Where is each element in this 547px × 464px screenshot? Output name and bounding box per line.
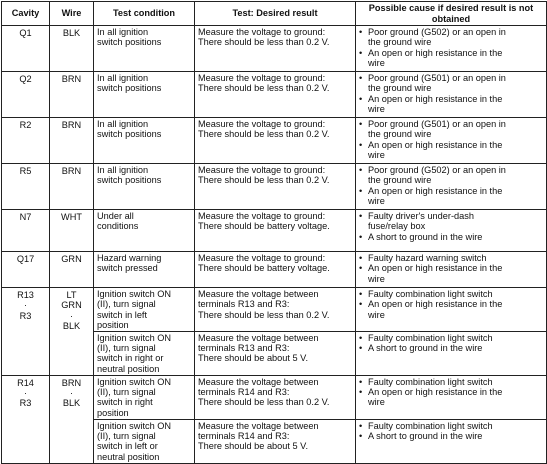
desired-result-cell [195, 164, 356, 210]
test-condition-cell-line: switch positions [97, 175, 162, 186]
cause-text: • Poor ground (G502) or an open in [368, 165, 506, 175]
cavity-cell-line: R5 [19, 166, 32, 176]
wire-cell-line: GRN [61, 300, 82, 311]
test-condition-cell-line: Ignition switch ON [97, 376, 172, 387]
wire-cell [50, 288, 94, 376]
cause-text: the ground wire [368, 37, 432, 48]
desired-result-cell [195, 72, 356, 118]
desired-result-cell-line: Measure the voltage to ground: [198, 211, 326, 221]
cavity-cell-line: R14 [17, 377, 34, 388]
cause-text: • Faulty combination light switch [368, 420, 493, 431]
cause-list [359, 289, 543, 320]
possible-cause-cell [356, 72, 547, 118]
cause-text: wire [368, 104, 385, 115]
test-condition-cell [94, 288, 195, 332]
cause-list [359, 421, 543, 442]
header-possible-cause [356, 2, 547, 26]
cavity-cell [2, 375, 50, 463]
test-condition-cell [94, 26, 195, 72]
test-condition-cell-line: switch in right [97, 397, 153, 408]
cause-list [359, 73, 543, 115]
cavity-cell-line: · [23, 388, 28, 399]
wire-cell [50, 252, 94, 288]
test-condition-cell-line: position [97, 407, 129, 418]
cause-item [359, 343, 543, 353]
possible-cause-cell [356, 210, 547, 252]
wire-cell-line: BLK [62, 398, 81, 409]
table-body [2, 26, 547, 464]
cause-text: • An open or high resistance in the [368, 93, 503, 104]
cavity-cell-line: R13 [17, 290, 34, 300]
cavity-cell-line: Q1 [19, 28, 32, 38]
test-condition-cell [94, 210, 195, 252]
cause-item [359, 421, 543, 431]
cause-text: • Poor ground (G501) or an open in [368, 119, 506, 129]
possible-cause-cell [356, 164, 547, 210]
cause-text: wire [368, 196, 385, 207]
cause-text: wire [368, 58, 385, 69]
desired-result-cell [195, 375, 356, 419]
wire-cell-line: · [69, 388, 74, 399]
cause-text: • An open or high resistance in the [368, 47, 503, 58]
desired-result-cell [195, 419, 356, 463]
wire-cell-line: GRN [61, 254, 82, 264]
desired-result-cell-line: Measure the voltage between [198, 332, 319, 343]
cause-item [359, 140, 543, 161]
test-condition-cell [94, 419, 195, 463]
desired-result-cell-line: terminals R14 and R3: [198, 387, 290, 398]
test-condition-cell-line: switch in left or [97, 441, 158, 452]
header-test-condition: Test condition [94, 2, 195, 26]
cause-item [359, 333, 543, 343]
cause-list [359, 211, 543, 242]
possible-cause-cell [356, 288, 547, 332]
cavity-cell-line: Q17 [16, 254, 35, 264]
wire-cell-line: BRN [61, 74, 82, 84]
cause-text: • Poor ground (G501) or an open in [368, 73, 506, 83]
desired-result-cell-line: Measure the voltage between [198, 420, 319, 431]
cause-item [359, 253, 543, 263]
test-condition-cell-line: switch pressed [97, 263, 158, 274]
cause-item [359, 27, 543, 48]
cause-text: wire [368, 273, 385, 284]
possible-cause-cell [356, 419, 547, 463]
cause-text: • A short to ground in the wire [368, 231, 483, 242]
possible-cause-cell [356, 118, 547, 164]
desired-result-cell-line: There should be less than 0.2 V. [198, 37, 330, 48]
possible-cause-cell [356, 331, 547, 375]
desired-result-cell-line: There should be less than 0.2 V. [198, 397, 330, 408]
cause-list [359, 119, 543, 161]
wire-cell-line: LT [66, 290, 77, 300]
cavity-cell-line: R2 [19, 120, 32, 130]
test-condition-cell-line: In all ignition [97, 73, 149, 83]
desired-result-cell [195, 252, 356, 288]
desired-result-cell-line: Measure the voltage to ground: [198, 253, 326, 263]
possible-cause-cell [356, 26, 547, 72]
wire-cell-line: BLK [62, 321, 81, 332]
desired-result-cell-line: terminals R13 and R3: [198, 299, 290, 310]
desired-result-cell-line: terminals R14 and R3: [198, 431, 290, 442]
desired-result-cell-line: There should be less than 0.2 V. [198, 83, 330, 94]
table-row [2, 72, 547, 118]
desired-result-cell-line: There should be battery voltage. [198, 263, 330, 274]
wire-cell-line: BRN [61, 120, 82, 130]
cavity-cell-line: N7 [19, 212, 32, 222]
cause-text: wire [368, 309, 385, 320]
desired-result-cell-line: Measure the voltage between [198, 289, 319, 299]
desired-result-cell-line: Measure the voltage to ground: [198, 165, 326, 175]
test-condition-cell-line: Ignition switch ON [97, 289, 172, 299]
cause-text: • Faulty combination light switch [368, 376, 493, 387]
cause-item [359, 377, 543, 387]
table-row [2, 288, 547, 332]
desired-result-cell-line: There should be about 5 V. [198, 441, 308, 452]
desired-result-cell-line: Measure the voltage to ground: [198, 119, 326, 129]
cause-text: • Faulty combination light switch [368, 332, 493, 343]
desired-result-cell-line: There should be less than 0.2 V. [198, 309, 330, 320]
cavity-cell-line: R3 [19, 310, 32, 321]
cavity-cell [2, 118, 50, 164]
test-condition-cell [94, 375, 195, 419]
wire-cell-line: BRN [61, 377, 82, 388]
cause-text: the ground wire [368, 175, 432, 186]
test-condition-cell-line: switch in left [97, 309, 148, 320]
test-condition-cell-line: In all ignition [97, 27, 149, 37]
header-possible-cause-line: Possible cause if desired result is not [368, 3, 534, 14]
cavity-cell-line: Q2 [19, 74, 32, 84]
cause-text: • A short to ground in the wire [368, 431, 483, 442]
diagnostic-table [1, 1, 547, 464]
cause-text: • A short to ground in the wire [368, 343, 483, 354]
cause-item [359, 232, 543, 242]
test-condition-cell-line: (II), turn signal [97, 387, 156, 398]
cause-item [359, 211, 543, 232]
table-row [2, 26, 547, 72]
cause-item [359, 73, 543, 94]
cavity-cell [2, 26, 50, 72]
cause-list [359, 27, 543, 69]
cause-item [359, 119, 543, 140]
cause-text: the ground wire [368, 129, 432, 140]
cause-text: • An open or high resistance in the [368, 139, 503, 150]
wire-cell [50, 26, 94, 72]
cause-item [359, 263, 543, 284]
cavity-cell [2, 252, 50, 288]
cause-text: • Poor ground (G502) or an open in [368, 27, 506, 37]
wire-cell-line: BLK [62, 28, 81, 38]
wire-cell [50, 164, 94, 210]
test-condition-cell-line: Ignition switch ON [97, 332, 172, 343]
test-condition-cell-line: (II), turn signal [97, 343, 156, 354]
desired-result-cell-line: There should be less than 0.2 V. [198, 129, 330, 140]
cause-text: wire [368, 150, 385, 161]
cause-item [359, 186, 543, 207]
cause-text: • Faulty hazard warning switch [368, 253, 487, 263]
test-condition-cell-line: conditions [97, 221, 139, 232]
cavity-cell [2, 164, 50, 210]
cause-text: the ground wire [368, 83, 432, 94]
cause-text: • An open or high resistance in the [368, 299, 503, 310]
test-condition-cell-line: neutral position [97, 451, 160, 462]
test-condition-cell-line: neutral position [97, 363, 160, 374]
test-condition-cell-line: switch positions [97, 129, 162, 140]
desired-result-cell-line: Measure the voltage between [198, 376, 319, 387]
desired-result-cell [195, 26, 356, 72]
cause-item [359, 387, 543, 408]
cause-item [359, 48, 543, 69]
cavity-cell [2, 72, 50, 118]
cause-list [359, 377, 543, 408]
test-condition-cell-line: In all ignition [97, 119, 149, 129]
wire-cell-line: BRN [61, 166, 82, 176]
cause-item [359, 94, 543, 115]
cause-text: fuse/relay box [368, 221, 426, 232]
desired-result-cell-line: terminals R13 and R3: [198, 343, 290, 354]
wire-cell [50, 375, 94, 463]
desired-result-cell-line: There should be about 5 V. [198, 353, 308, 364]
cause-text: wire [368, 397, 385, 408]
test-condition-cell-line: (II), turn signal [97, 299, 156, 310]
wire-cell [50, 210, 94, 252]
test-condition-cell [94, 72, 195, 118]
test-condition-cell-line: position [97, 320, 129, 331]
table-row [2, 252, 547, 288]
table-row [2, 375, 547, 419]
cavity-cell [2, 288, 50, 376]
cavity-cell-line: · [23, 300, 28, 311]
test-condition-cell-line: switch positions [97, 37, 162, 48]
wire-cell [50, 118, 94, 164]
wire-cell-line: · [69, 310, 74, 321]
wire-cell-line: WHT [61, 212, 82, 222]
desired-result-cell [195, 210, 356, 252]
cause-text: • Faulty combination light switch [368, 289, 493, 299]
desired-result-cell-line: Measure the voltage to ground: [198, 73, 326, 83]
cause-item [359, 299, 543, 320]
test-condition-cell [94, 331, 195, 375]
desired-result-cell-line: There should be less than 0.2 V. [198, 175, 330, 186]
test-condition-cell [94, 164, 195, 210]
test-condition-cell [94, 118, 195, 164]
desired-result-cell-line: Measure the voltage to ground: [198, 27, 326, 37]
cause-item [359, 289, 543, 299]
test-condition-cell-line: Under all [97, 211, 134, 221]
header-desired-result: Test: Desired result [195, 2, 356, 26]
cavity-cell-line: R3 [19, 398, 32, 409]
cause-text: • Faulty driver's under-dash [368, 211, 474, 221]
header-possible-cause-line: obtained [431, 13, 471, 24]
desired-result-cell [195, 331, 356, 375]
cause-item [359, 165, 543, 186]
cause-list [359, 333, 543, 354]
header-wire: Wire [50, 2, 94, 26]
cause-text: • An open or high resistance in the [368, 387, 503, 398]
cause-text: • An open or high resistance in the [368, 263, 503, 274]
table-row [2, 164, 547, 210]
test-condition-cell-line: (II), turn signal [97, 431, 156, 442]
desired-result-cell [195, 118, 356, 164]
header-row [2, 2, 547, 26]
test-condition-cell-line: Hazard warning [97, 253, 162, 263]
wire-cell [50, 72, 94, 118]
cause-text: • An open or high resistance in the [368, 185, 503, 196]
possible-cause-cell [356, 375, 547, 419]
test-condition-cell [94, 252, 195, 288]
desired-result-cell [195, 288, 356, 332]
cause-list [359, 253, 543, 284]
test-condition-cell-line: switch positions [97, 83, 162, 94]
cause-list [359, 165, 543, 207]
test-condition-cell-line: switch in right or [97, 353, 164, 364]
cause-item [359, 431, 543, 441]
cavity-cell [2, 210, 50, 252]
desired-result-cell-line: There should be battery voltage. [198, 221, 330, 232]
test-condition-cell-line: In all ignition [97, 165, 149, 175]
test-condition-cell-line: Ignition switch ON [97, 420, 172, 431]
header-cavity: Cavity [2, 2, 50, 26]
table-row [2, 118, 547, 164]
table-row [2, 210, 547, 252]
possible-cause-cell [356, 252, 547, 288]
